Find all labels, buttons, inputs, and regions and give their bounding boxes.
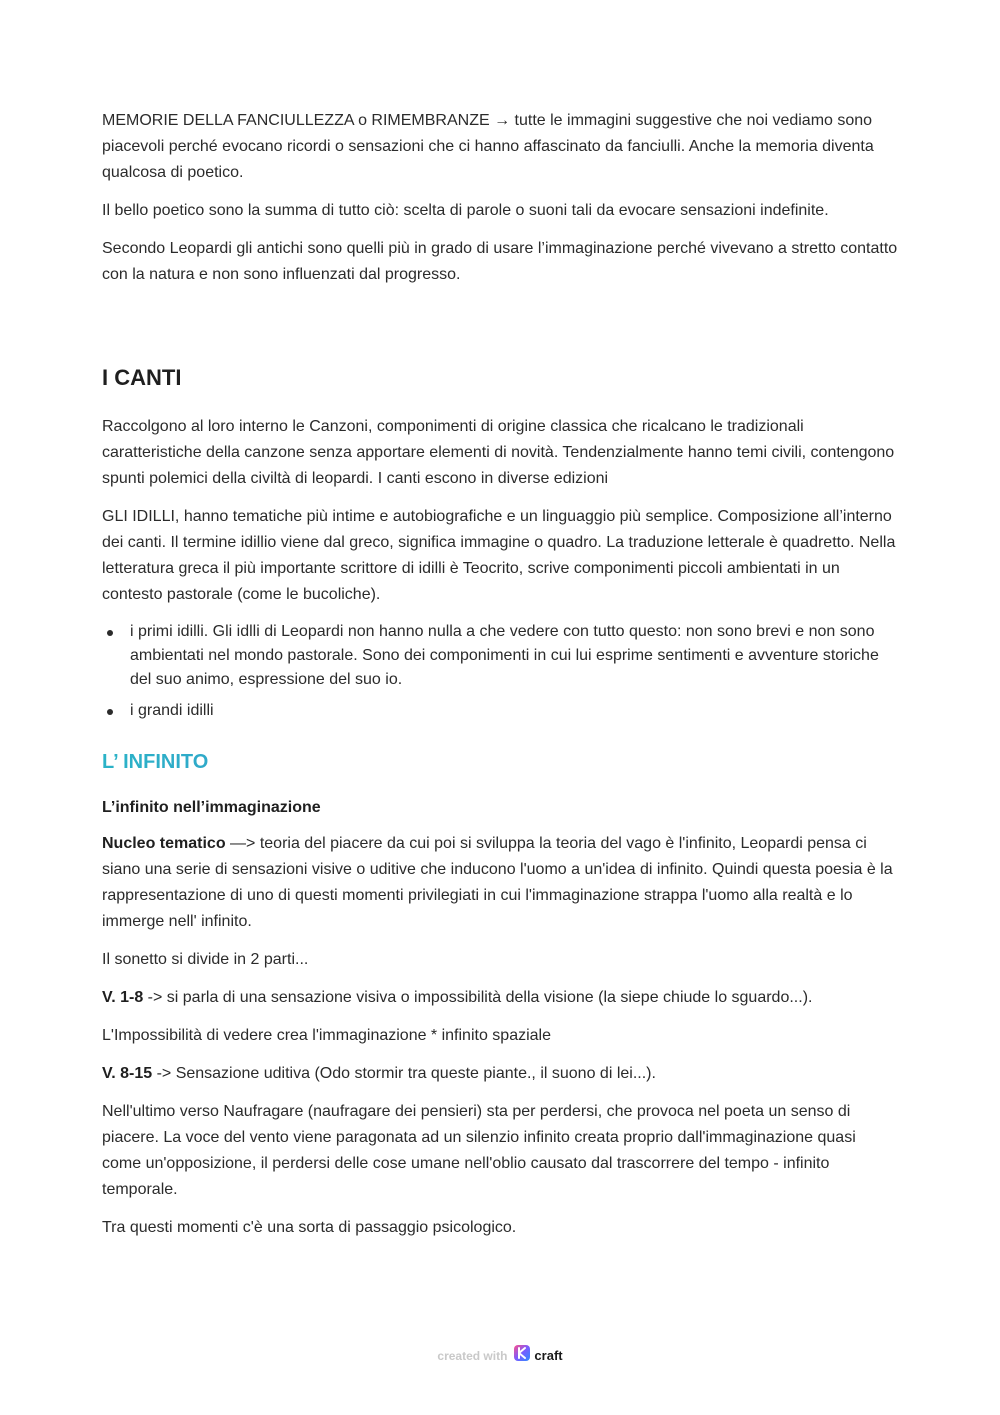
- paragraph-ultimo-verso: Nell'ultimo verso Naufragare (naufragare dei pensieri) sta per perdersi, che provoca nel poeta un senso di piacere. La voce del vento viene paragonata ad un silenzio infinito creata proprio dall'immaginazione quasi come un'opposizione, il perdersi delle cose umane nell'oblio causato dal trascorrere del tempo - infinito temporale.: [102, 1103, 856, 1198]
- craft-logo-icon: [513, 1344, 531, 1367]
- paragraph-antichi: Secondo Leopardi gli antichi sono quelli più in grado di usare l’immaginazione perché vivevano a stretto contatto con la natura e non sono influenzati dal progresso.: [102, 240, 898, 283]
- idilli-list: [102, 620, 898, 723]
- created-with-label: created with: [437, 1348, 508, 1363]
- footer: [0, 1344, 1000, 1367]
- document-page: [102, 108, 898, 1253]
- paragraph-impossibilita: L'Impossibilità di vedere crea l'immaginazione * infinito spaziale: [102, 1027, 551, 1044]
- craft-link[interactable]: [513, 1344, 562, 1367]
- paragraph-passaggio: Tra questi momenti c'è una sorta di passaggio psicologico.: [102, 1219, 517, 1236]
- list-item: [102, 699, 898, 723]
- v1-text: -> si parla di una sensazione visiva o impossibilità della visione (la siepe chiude lo sguardo...).: [143, 989, 813, 1006]
- bullet-icon: [107, 709, 113, 715]
- paragraph-memorie: MEMORIE DELLA FANCIULLEZZA o RIMEMBRANZE → tutte le immagini suggestive che noi vediamo sono piacevoli perché evocano ricordi o sensazioni che ci hanno affascinato da fanciulli. Anche la memoria diventa qualcosa di poetico.: [102, 112, 874, 181]
- bullet-icon: [107, 630, 113, 636]
- v1-label: V. 1-8: [102, 989, 144, 1006]
- nucleo-text: —> teoria del piacere da cui poi si sviluppa la teoria del vago è l'infinito, Leopardi pensa ci siano una serie di sensazioni visive o uditive che inducono l'uomo a un'idea di infinito. Quindi questa poesia è la rappresentazione di uno di questi momenti privilegiati in cui l'immaginazione strappa l'uomo alla realtà e lo immerge nell' infinito.: [102, 835, 893, 930]
- paragraph-v8-15: [102, 1061, 898, 1087]
- list-item: [102, 620, 898, 692]
- craft-brand: craft: [534, 1348, 563, 1363]
- v2-label: V. 8-15: [102, 1065, 153, 1082]
- heading-infinito: L’ INFINITO: [102, 749, 898, 775]
- paragraph-canzoni: Raccolgono al loro interno le Canzoni, componimenti di origine classica che ricalcano le tradizionali caratteristiche della canzone senza apportare elementi di novità. Tendenzialmente hanno temi civili, contengono spunti polemici della civiltà di leopardi. I canti escono in diverse edizioni: [102, 418, 895, 487]
- list-item-text: i primi idilli. Gli idlli di Leopardi non hanno nulla a che vedere con tutto questo: non sono brevi e non sono ambientati nel mondo pastorale. Sono dei componimenti in cui lui esprime sentimenti e avventure storiche del suo animo, espressione del suo io.: [130, 623, 879, 688]
- paragraph-idilli: GLI IDILLI, hanno tematiche più intime e autobiografiche e un linguaggio più semplice. Composizione all’interno dei canti. Il termine idillio viene dal greco, significa immagine o quadro. La traduzione letterale è quadretto. Nella letteratura greca il più importante scrittore di idilli è Teocrito, scrive componimenti piccoli ambientati in un contesto pastorale (come le bucoliche).: [102, 508, 896, 603]
- nucleo-label: Nucleo tematico: [102, 835, 226, 852]
- heading-canti: I CANTI: [102, 365, 182, 390]
- list-item-text: i grandi idilli: [130, 702, 214, 719]
- paragraph-bello-poetico: Il bello poetico sono la summa di tutto ciò: scelta di parole o suoni tali da evocare sensazioni indefinite.: [102, 202, 829, 219]
- paragraph-sonetto: Il sonetto si divide in 2 parti...: [102, 951, 309, 968]
- paragraph-v1-8: [102, 985, 898, 1011]
- paragraph-nucleo-tematico: [102, 831, 898, 935]
- subheading-infinito-immaginazione: L’infinito nell’immaginazione: [102, 799, 321, 816]
- v2-text: -> Sensazione uditiva (Odo stormir tra queste piante., il suono di lei...).: [152, 1065, 656, 1082]
